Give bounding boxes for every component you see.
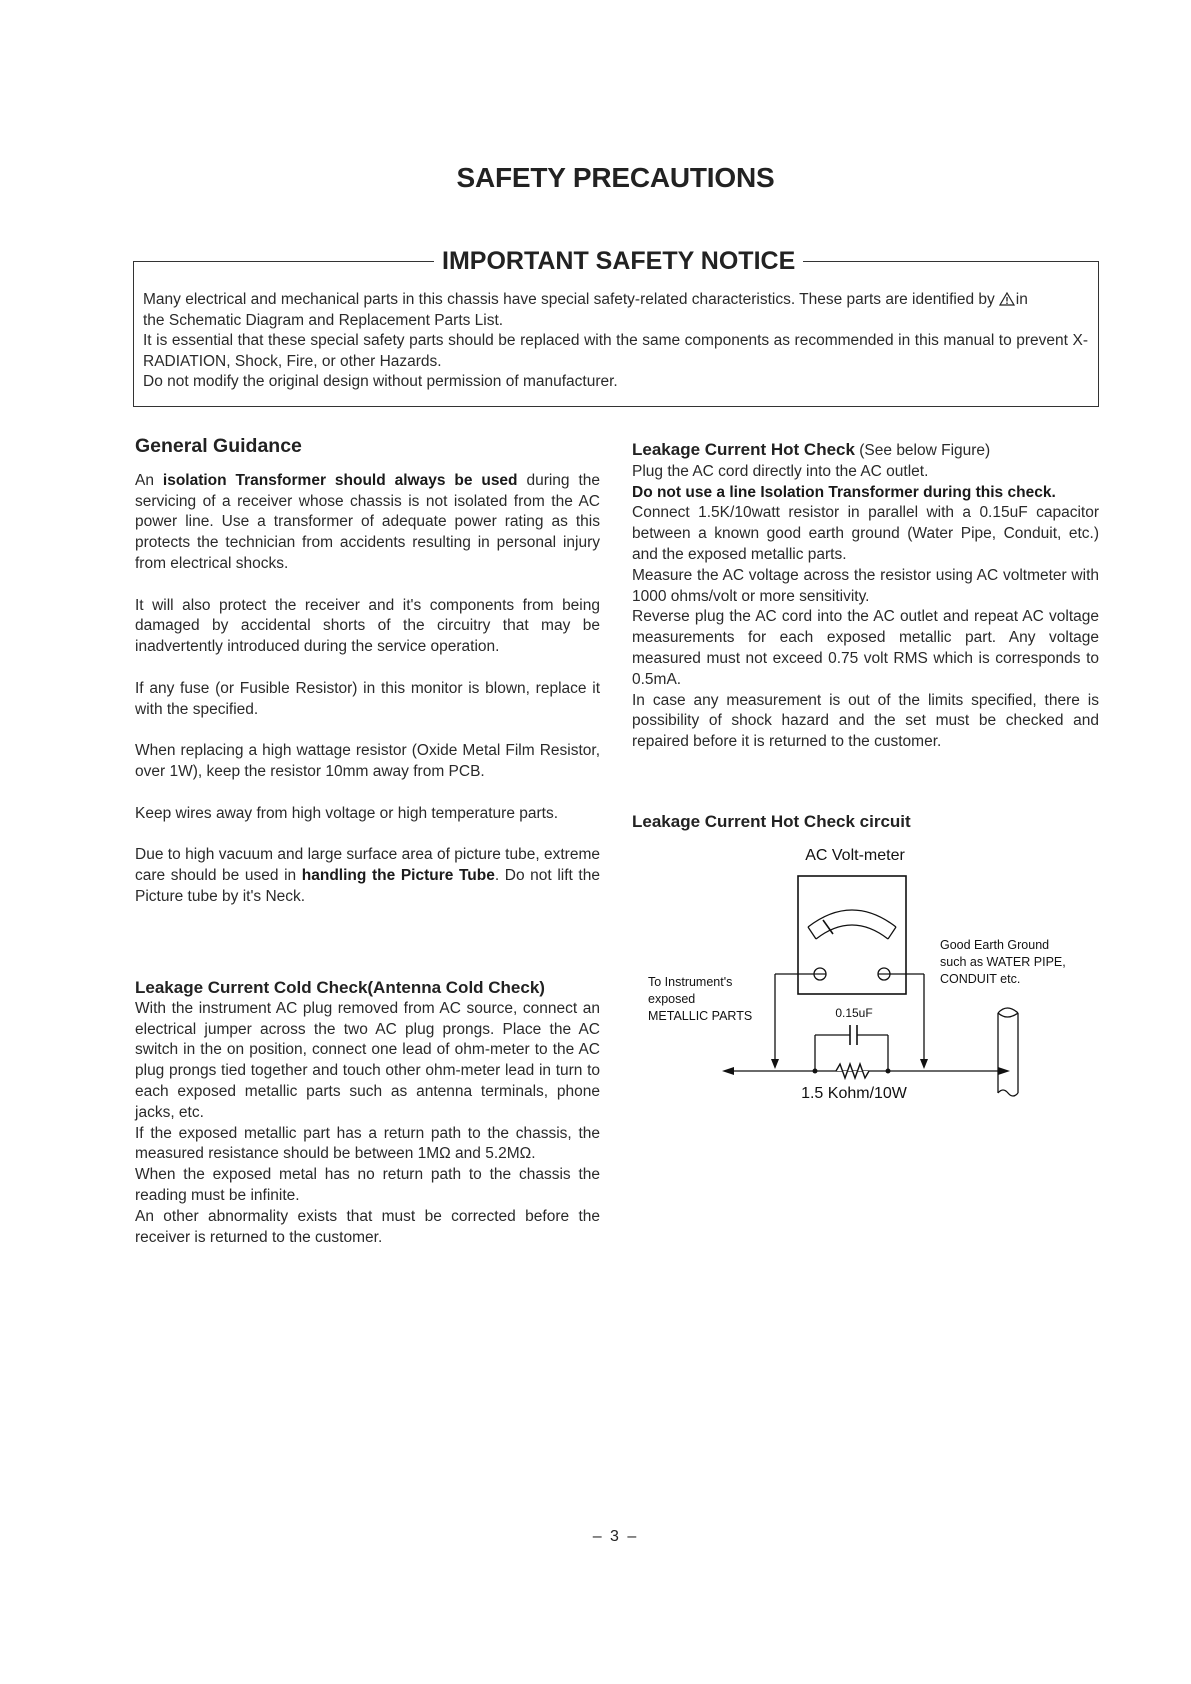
hot-check-section (632, 440, 1099, 753)
right-label-line1: Good Earth Ground (940, 938, 1050, 952)
hot-check-para-5: Reverse plug the AC cord into the AC outlet and repeat AC voltage measurements for each exposed metallic part. Any voltage measured must not exceed 0.75 volt RMS which is corresponds to 0.5mA. (632, 608, 1099, 688)
warning-triangle-icon (999, 292, 1015, 306)
general-para-6 (135, 845, 600, 907)
cold-check-para-2: If the exposed metallic part has a return path to the chassis, the measured resistance should be between 1MΩ and 5.2MΩ. (135, 1124, 600, 1163)
cold-check-para-4: An other abnormality exists that must be corrected before the receiver is returned to the customer. (135, 1207, 600, 1246)
cold-check-section (135, 978, 600, 1248)
notice-text (143, 290, 1088, 393)
hot-check-heading-note: (See below Figure) (859, 442, 991, 459)
general-para-4: When replacing a high wattage resistor (Oxide Metal Film Resistor, over 1W), keep the resistor 10mm away from PCB. (135, 742, 600, 780)
hot-check-heading-line (632, 440, 1099, 462)
general-p6-b: . Do not lift the Picture tube by it's Neck. (135, 866, 600, 905)
general-para-1 (135, 471, 600, 575)
notice-para-3: Do not modify the original design without permission of manufacturer. (143, 373, 618, 390)
hot-check-para-6: In case any measurement is out of the limits specified, there is possibility of shock hazard and the set must be checked and repaired before it is returned to the customer. (632, 691, 1099, 751)
left-label-line2: exposed (648, 992, 696, 1006)
left-label-line3: METALLIC PARTS (648, 1009, 753, 1023)
general-p6-a: Due to high vacuum and large surface area of picture tube, extreme care should be used in (135, 846, 600, 884)
general-p6-bold: handling the Picture Tube (301, 866, 495, 884)
right-label-line3: CONDUIT etc. (940, 972, 1021, 986)
notice-line1-text: Many electrical and mechanical parts in this chassis have special safety-related characteristics. These parts are identified by (143, 291, 995, 308)
notice-title: IMPORTANT SAFETY NOTICE (434, 247, 803, 276)
hot-check-para-4: Measure the AC voltage across the resistor using AC voltmeter with 1000 ohms/volt or more sensitivity. (632, 566, 1099, 605)
general-p1-bold: isolation Transformer should always be used (162, 471, 518, 489)
circuit-heading-wrap (632, 812, 1099, 833)
cold-check-heading: Leakage Current Cold Check(Antenna Cold Check) (135, 978, 545, 997)
resistor-symbol (836, 1064, 869, 1078)
capacitor-label: 0.15uF (835, 1006, 873, 1020)
right-label-line2: such as WATER PIPE, (940, 955, 1066, 969)
hot-check-circuit-diagram (640, 845, 1100, 1105)
notice-para-1 (143, 290, 1088, 331)
meter-scale-arc-inner (816, 925, 888, 939)
meter-label: AC Volt-meter (805, 847, 905, 864)
resistor-label: 1.5 Kohm/10W (801, 1085, 907, 1102)
general-p1-b: during the servicing of a receiver whose chassis is not isolated from the AC power line. Use a transformer of adequate power rating as this protects the technician from accidents resulting in personal injury from electrical shocks. (135, 471, 600, 572)
cold-check-para-1: With the instrument AC plug removed from AC source, connect an electrical jumper across the two AC plug prongs. Place the AC switch in the on position, connect one lead of ohm-meter to the AC plug prongs tied together and touch other ohm-meter lead in turn to each exposed metallic parts such as antenna terminals, phone jacks, etc. (135, 999, 600, 1121)
general-para-2: It will also protect the receiver and it's components from being damaged by accidental shorts of the circuitry that may be inadvertently introduced during the service operation. (135, 596, 600, 656)
hot-check-para-2 (632, 483, 1099, 504)
hot-check-para-3: Connect 1.5K/10watt resistor in parallel with a 0.15uF capacitor between a known good earth ground (Water Pipe, Conduit, etc.) and the exposed metallic parts. (632, 504, 1099, 563)
cold-check-para-3: When the exposed metal has no return path to the chassis the reading must be infinite. (135, 1166, 600, 1204)
general-p1-a: An (135, 471, 154, 489)
page-number: – 3 – (592, 1528, 639, 1545)
earth-ground-pipe-icon (998, 1008, 1018, 1096)
general-guidance-heading: General Guidance (135, 435, 302, 457)
notice-line1-rest: the Schematic Diagram and Replacement Parts List. (143, 311, 504, 329)
notice-para-2: It is essential that these special safety parts should be replaced with the same components as recommended in this manual to prevent X-RADIATION, Shock, Fire, or other Hazards. (143, 332, 1088, 370)
general-para-5: Keep wires away from high voltage or high temperature parts. (135, 804, 559, 822)
safety-notice-box (133, 247, 1099, 407)
hot-check-warning: Do not use a line Isolation Transformer during this check. (632, 483, 1056, 501)
notice-line1-after: in (1015, 291, 1028, 308)
hot-check-heading: Leakage Current Hot Check (632, 440, 855, 459)
page-title: SAFETY PRECAUTIONS (456, 162, 775, 193)
hot-check-para-1: Plug the AC cord directly into the AC outlet. (632, 462, 929, 480)
general-para-3: If any fuse (or Fusible Resistor) in this monitor is blown, replace it with the specified. (135, 679, 600, 718)
circuit-heading: Leakage Current Hot Check circuit (632, 812, 911, 831)
left-label-line1: To Instrument's (648, 975, 733, 989)
general-guidance-section (135, 436, 600, 908)
